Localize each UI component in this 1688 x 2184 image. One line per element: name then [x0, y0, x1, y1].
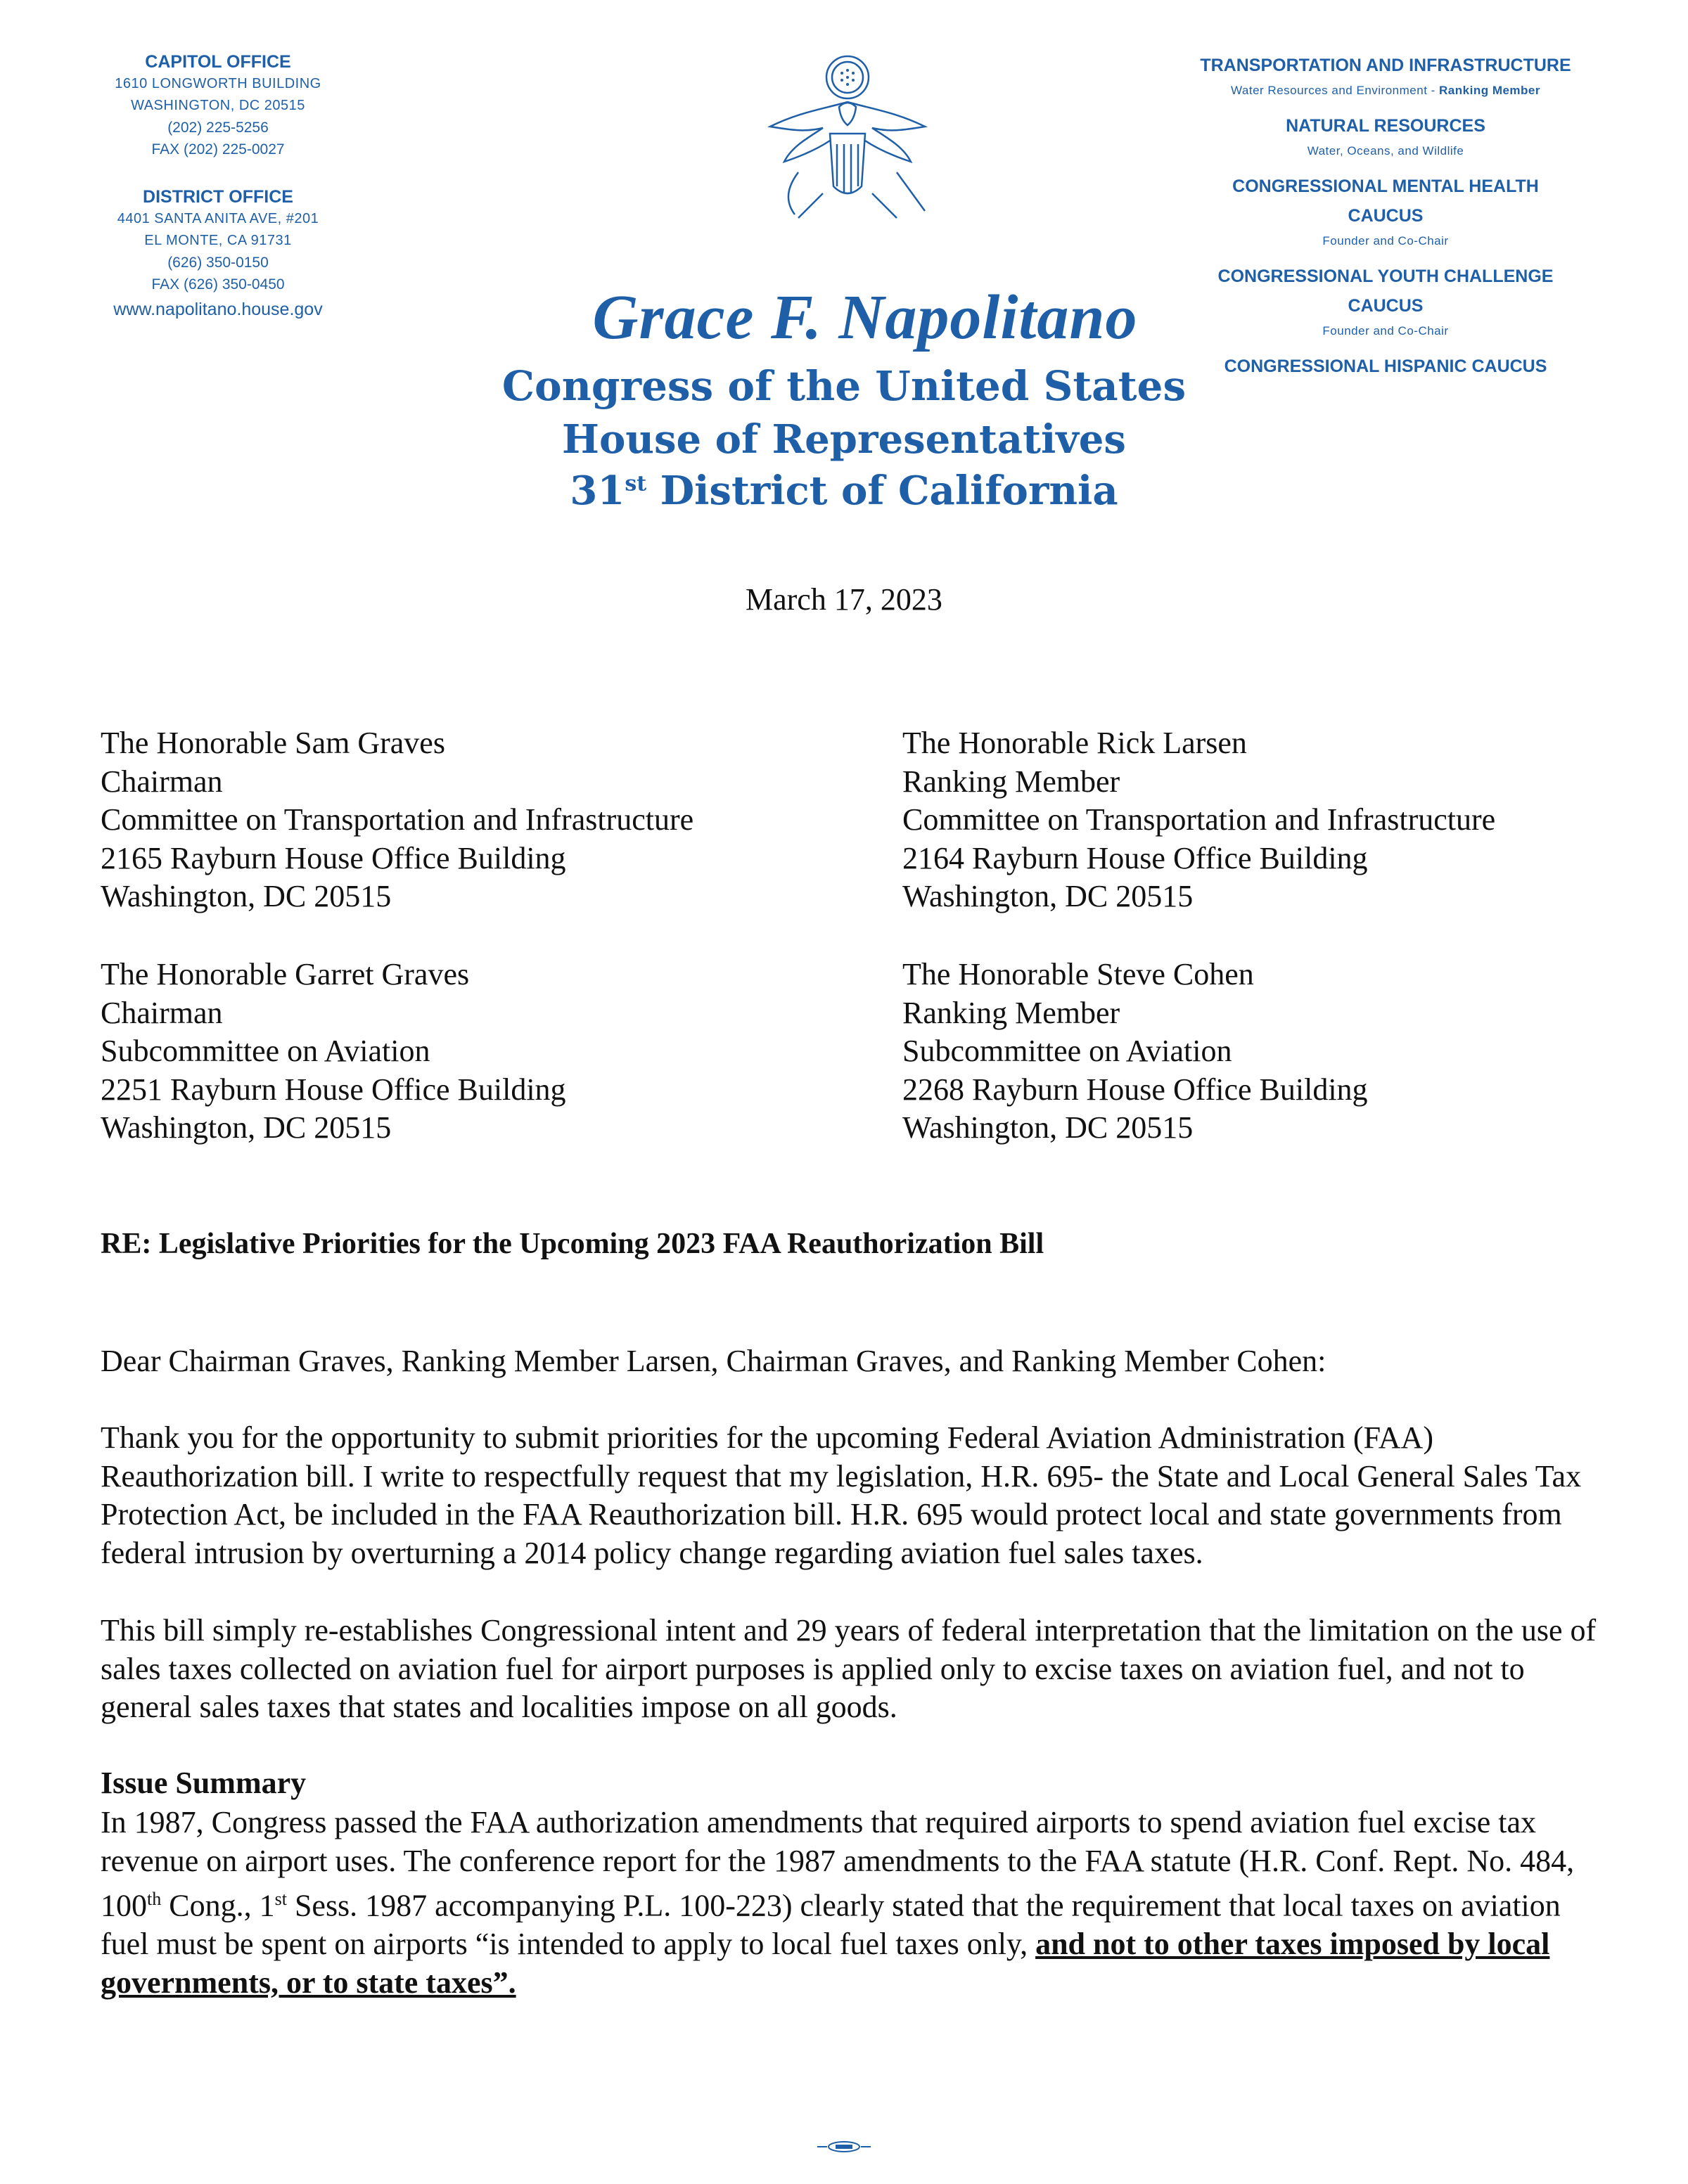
addressee-city: Washington, DC 20515 — [101, 879, 392, 913]
letterhead-district — [492, 468, 1196, 514]
addressee-committee: Committee on Transportation and Infrastructure — [902, 802, 1496, 837]
district-suffix: st — [625, 471, 647, 496]
caucus-title: CAUCUS — [1348, 206, 1424, 226]
caucus-role: Founder and Co-Chair — [1322, 234, 1449, 248]
addressee-title: Ranking Member — [902, 764, 1120, 799]
letter-date: March 17, 2023 — [746, 582, 942, 617]
committees-block — [1160, 51, 1611, 381]
emphasized-quote: and not to other taxes imposed by local governments, or to state taxes”. — [101, 1927, 1550, 2000]
caucus-title: CAUCUS — [1348, 296, 1424, 316]
addressee-title: Chairman — [101, 995, 223, 1030]
committee-title: TRANSPORTATION AND INFRASTRUCTURE — [1200, 56, 1571, 75]
caucus-role: Founder and Co-Chair — [1322, 324, 1449, 338]
capitol-office-line: 1610 LONGWORTH BUILDING — [115, 76, 321, 91]
addressee-office: 2251 Rayburn House Office Building — [101, 1072, 566, 1107]
superscript: st — [274, 1889, 287, 1909]
body-paragraph: Thank you for the opportunity to submit priorities for the upcoming Federal Aviation Administration (FAA) Reauthorization bill. I write to respectfully request that my legislation, H.R. 695- the State and Local General Sales Tax Protection Act, be included in the FAA Reauthorization bill. H.R. 695 would protect local and state governments from federal intrusion by overturning a 2014 policy change regarding aviation fuel sales taxes. — [101, 1420, 1582, 1570]
committee-subtitle: Water, Oceans, and Wildlife — [1307, 144, 1464, 158]
paragraph-text: Sess. 1987 accompanying P.L. 100-223) clearly stated that the requirement that local taxes on aviation fuel must be spent on airports “is intended to apply to local fuel taxes only, — [101, 1888, 1561, 1962]
letterhead-house: House of Representatives — [562, 416, 1126, 463]
paragraph-text: Cong., 1 — [161, 1888, 275, 1923]
addressee-name: The Honorable Sam Graves — [101, 726, 445, 760]
district-number: 31 — [570, 468, 625, 514]
capitol-office-block — [84, 51, 352, 320]
caucus-title: CONGRESSIONAL YOUTH CHALLENGE — [1217, 266, 1554, 286]
caucus-title: CONGRESSIONAL MENTAL HEALTH — [1232, 176, 1539, 196]
addressee-block — [902, 724, 1495, 916]
addressee-block — [101, 956, 566, 1148]
addressee-city: Washington, DC 20515 — [902, 1110, 1194, 1145]
addressee-city: Washington, DC 20515 — [101, 1110, 392, 1145]
addressee-office: 2165 Rayburn House Office Building — [101, 840, 566, 875]
district-office-line: EL MONTE, CA 91731 — [144, 233, 292, 248]
subcommittee-role: Ranking Member — [1439, 84, 1541, 97]
union-print-mark-icon — [816, 2139, 872, 2154]
addressee-office: 2164 Rayburn House Office Building — [902, 840, 1368, 875]
district-office-heading: DISTRICT OFFICE — [143, 187, 293, 207]
capitol-office-phone: (202) 225-5256 — [167, 120, 269, 136]
addressee-block — [101, 724, 693, 916]
letterhead-name: Grace F. Napolitano — [592, 283, 1138, 352]
district-name: District of California — [646, 468, 1118, 514]
capitol-office-heading: CAPITOL OFFICE — [145, 52, 291, 72]
district-office-phone: (626) 350-0150 — [167, 255, 269, 271]
letterhead-congress: Congress of the United States — [501, 362, 1187, 410]
body-paragraph: This bill simply re-establishes Congressional intent and 29 years of federal interpretation that the limitation on the use of sales taxes collected on aviation fuel for airport purposes is applied only to excise taxes on aviation fuel, and not to general sales taxes that states and localities impose on all goods. — [101, 1613, 1597, 1724]
addressee-name: The Honorable Garret Graves — [101, 957, 470, 991]
addressee-name: The Honorable Rick Larsen — [902, 726, 1247, 760]
addressee-title: Chairman — [101, 764, 223, 799]
addressee-block — [902, 956, 1368, 1148]
addressee-committee: Subcommittee on Aviation — [101, 1034, 430, 1068]
subcommittee-name: Water Resources and Environment - — [1230, 84, 1440, 97]
district-office-fax: FAX (626) 350-0450 — [151, 276, 285, 293]
addressee-committee: Committee on Transportation and Infrastructure — [101, 802, 694, 837]
capitol-office-fax: FAX (202) 225-0027 — [151, 141, 285, 158]
salutation: Dear Chairman Graves, Ranking Member Larsen, Chairman Graves, and Ranking Member Cohen: — [101, 1344, 1326, 1378]
addressee-name: The Honorable Steve Cohen — [902, 957, 1254, 991]
committee-subtitle — [1160, 80, 1611, 101]
district-office-line: 4401 SANTA ANITA AVE, #201 — [117, 211, 319, 226]
caucus-title: CONGRESSIONAL HISPANIC CAUCUS — [1224, 356, 1547, 376]
issue-summary-paragraph — [101, 1804, 1599, 2002]
subject-line: RE: Legislative Priorities for the Upcoming 2023 FAA Reauthorization Bill — [101, 1228, 1044, 1260]
addressee-office: 2268 Rayburn House Office Building — [902, 1072, 1368, 1107]
issue-summary-heading: Issue Summary — [101, 1766, 307, 1800]
addressee-city: Washington, DC 20515 — [902, 879, 1194, 913]
capitol-office-line: WASHINGTON, DC 20515 — [131, 98, 305, 113]
eagle-seal-icon — [756, 49, 939, 229]
addressee-committee: Subcommittee on Aviation — [902, 1034, 1232, 1068]
website-link[interactable]: www.napolitano.house.gov — [113, 300, 323, 319]
addressee-title: Ranking Member — [902, 995, 1120, 1030]
superscript: th — [147, 1889, 162, 1909]
paragraph-text: In 1987, Congress passed the FAA authorization amendments that required airports to spend aviation fuel excise tax revenue on airport uses. The conference report for the 1987 amendments to the FAA statute (H.R. Conf. Rept. No. 484, 100 — [101, 1805, 1575, 1923]
committee-title: NATURAL RESOURCES — [1286, 116, 1485, 136]
